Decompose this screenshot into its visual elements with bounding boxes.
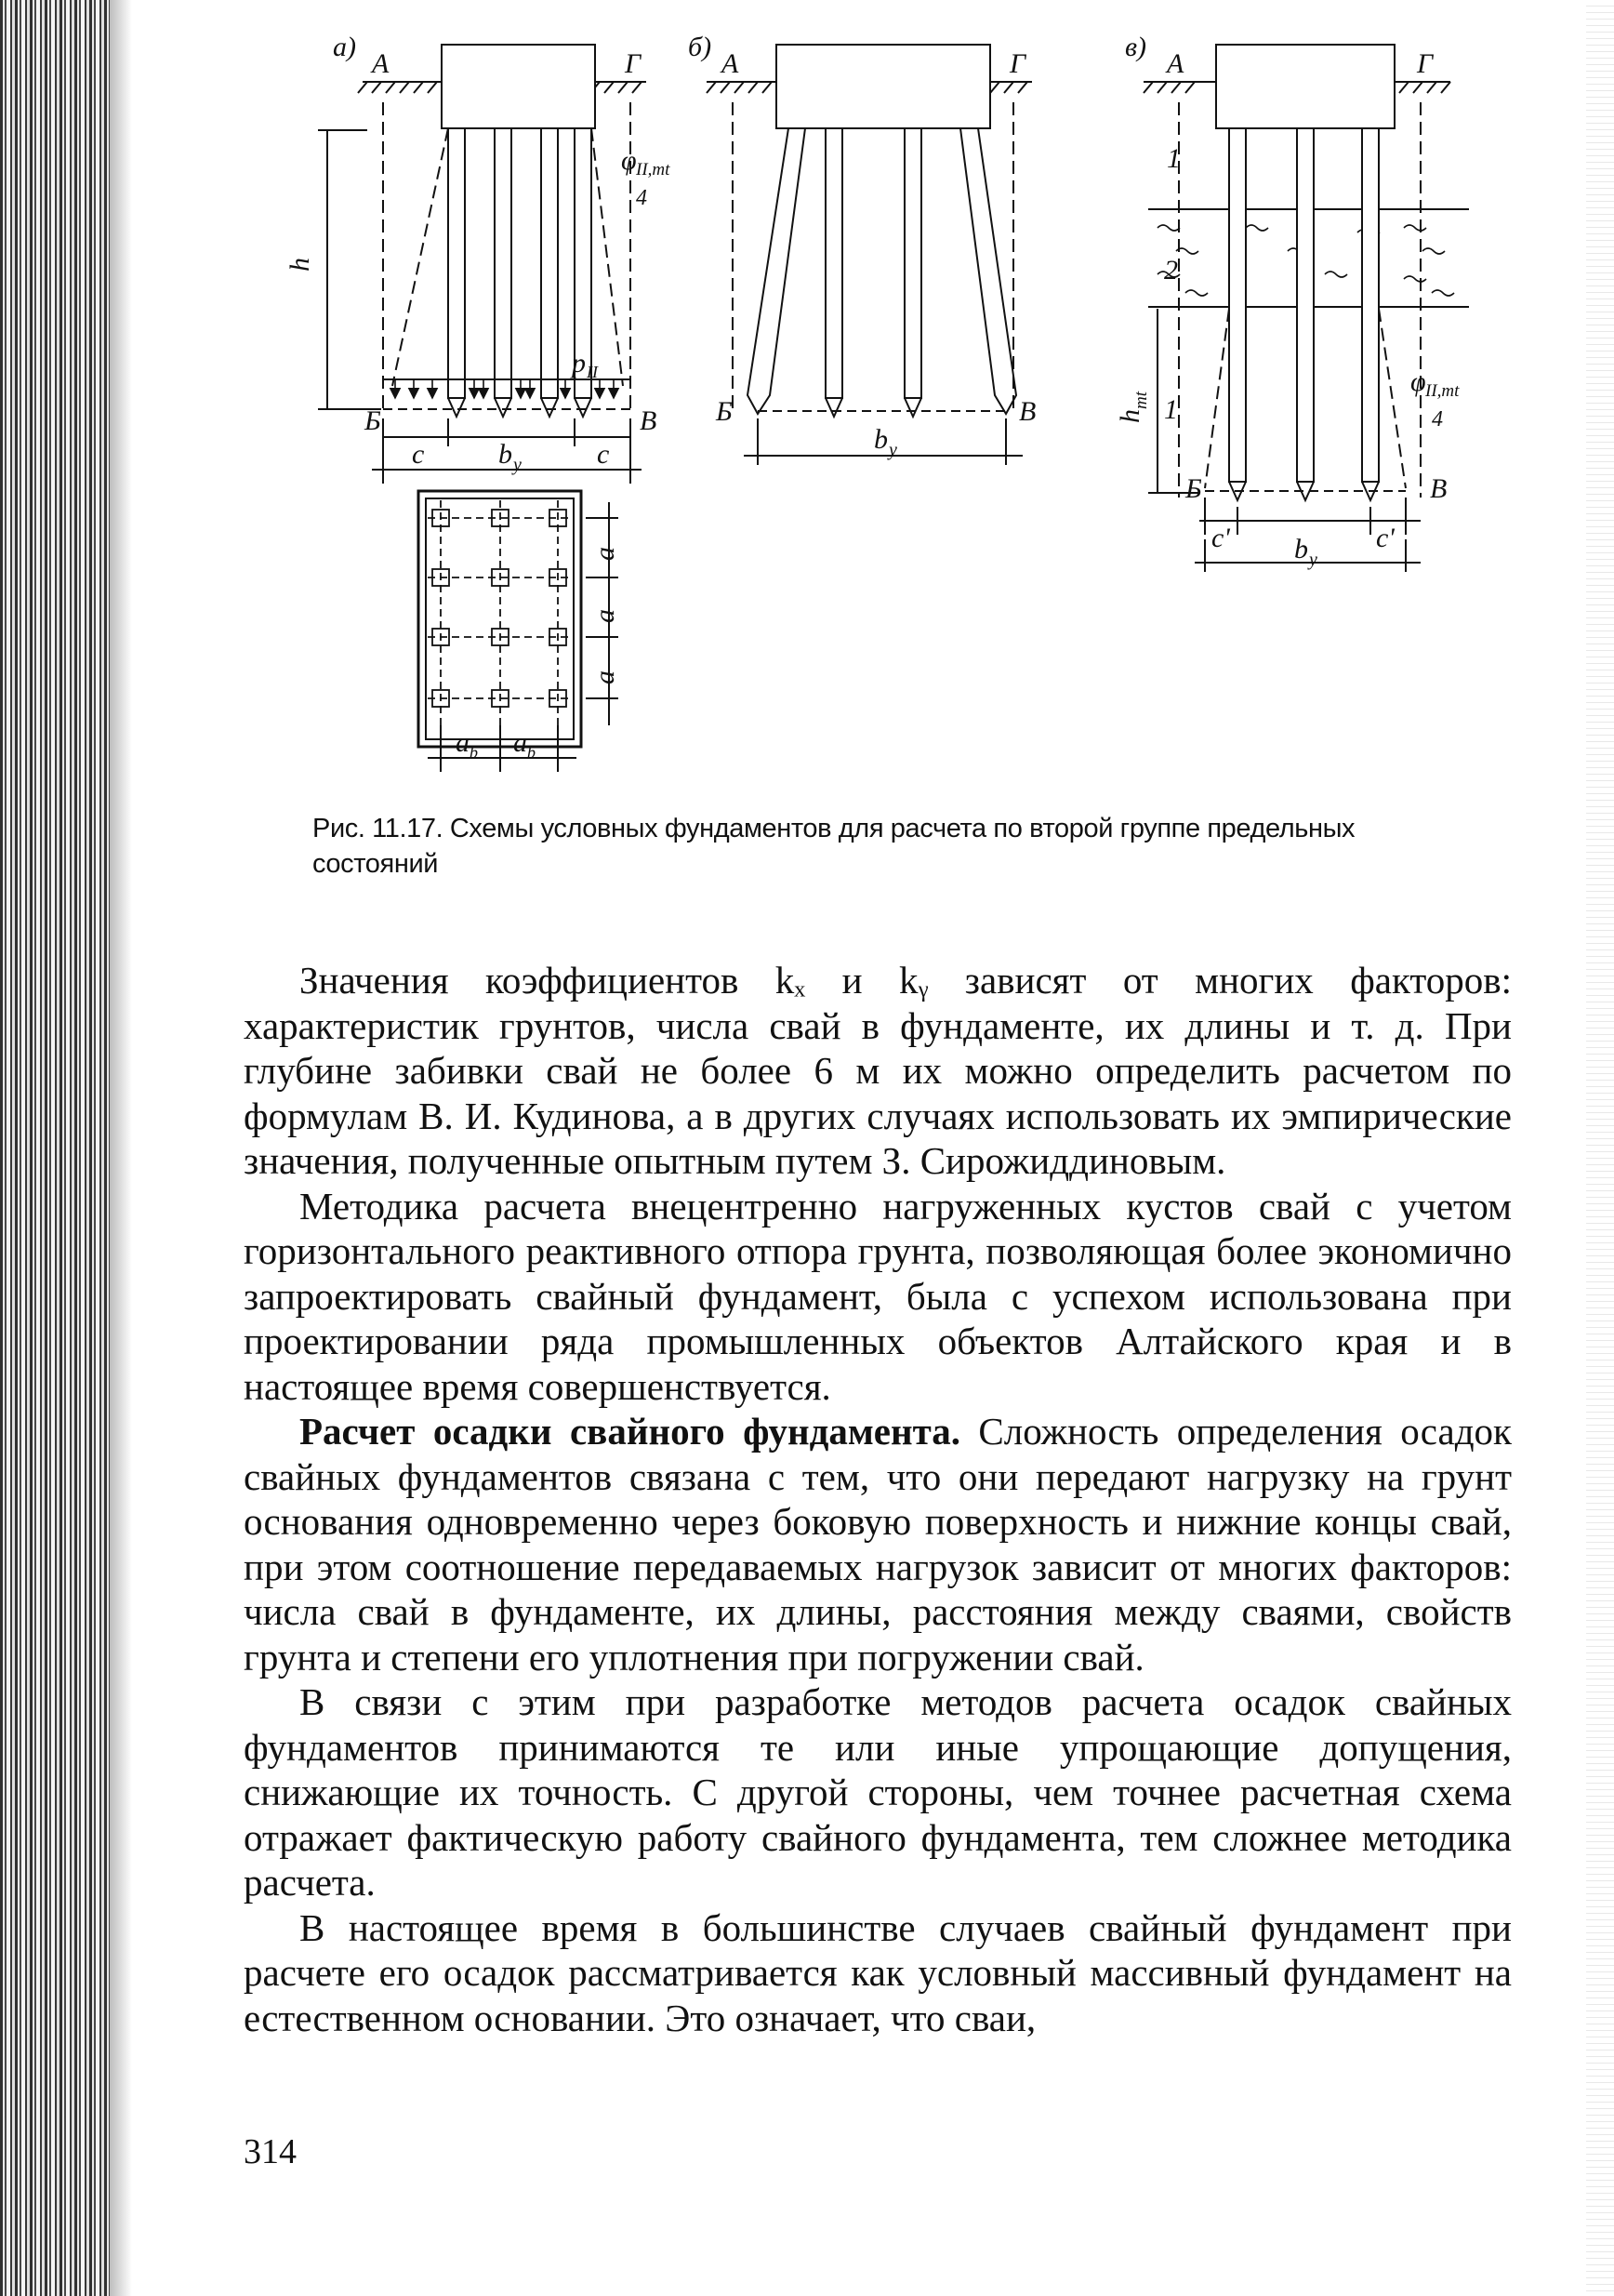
dim-al-1: a <box>589 547 620 561</box>
figure-caption: Рис. 11.17. Схемы условных фундаментов для расчета по второй группе предельных состояний <box>312 814 1356 879</box>
label-a-G: Г <box>625 48 642 79</box>
label-b-G: Г <box>1010 48 1026 79</box>
dim-hmt-sub: mt <box>1131 392 1151 409</box>
dim-by-c: b <box>1294 534 1308 564</box>
dim-c-left: c <box>412 439 425 470</box>
section-heading-settlement: Расчет осадки свайного фундамента. <box>299 1410 960 1453</box>
layer-1-top: 1 <box>1167 143 1181 174</box>
dim-ab-2: a <box>513 727 527 758</box>
phi-c-sub: II,mt <box>1425 381 1460 401</box>
label-c-B: Б <box>1185 473 1202 504</box>
paragraph-2: Методика расчета внецентренно нагруженных кустов свай с учетом горизонтального реактивного отпора грунта, позволяющая более экономично запроектировать свайный фундамент, была с успехом использована при проектировании ряда промышленных объектов Алтайского края и в настоящее время совершенствуется. <box>244 1184 1512 1408</box>
gutter-shade <box>110 0 132 2296</box>
page-edge <box>1586 0 1614 2296</box>
dim-ab-1: a <box>456 727 470 758</box>
label-c-A: А <box>1167 48 1184 79</box>
label-b-A: А <box>721 48 739 79</box>
figure-11-17 <box>279 19 1488 781</box>
paragraph-1: Значения коэффициентов kₓ и kᵧ зависят от многих факторов: характеристик грунтов, числа свай в фундаменте, их длины и т. д. При глубине забивки свай не более 6 м их можно определить расчетом по формулам В. И. Кудинова, а в других случаях использовать их эмпирические значения, полученные опытным путем З. Сирожиддиновым. <box>244 959 1512 1182</box>
dim-by-a-sub: y <box>513 455 522 475</box>
dim-by-c-sub: y <box>1309 550 1317 570</box>
page-number: 314 <box>244 2132 297 2171</box>
dim-by-b-sub: y <box>889 440 897 460</box>
dim-p2: p <box>572 348 586 378</box>
label-a-B: Б <box>364 405 381 436</box>
dim-al-3: a <box>589 670 620 684</box>
label-b-B: Б <box>716 396 733 427</box>
panel-label-b: б) <box>688 32 712 62</box>
panel-label-a: а) <box>333 32 356 62</box>
dim-ab-1-sub: b <box>470 743 478 762</box>
book-spine-shadow <box>0 0 110 2296</box>
phi-c: φ <box>1410 366 1426 397</box>
body-text <box>244 958 1512 2040</box>
label-a-V: В <box>640 405 657 436</box>
paragraph-3 <box>244 1409 1512 1679</box>
dim-ab-2-sub: b <box>527 743 536 762</box>
paragraph-5: В настоящее время в большинстве случаев свайный фундамент при расчете его осадок рассматривается как условный массивный фундамент на естественном основании. Это означает, что сваи, <box>244 1905 1512 2039</box>
phi-c-den: 4 <box>1432 407 1443 431</box>
dim-by-b: b <box>874 424 888 455</box>
dim-al-2: a <box>589 609 620 623</box>
layer-2: 2 <box>1164 255 1178 285</box>
label-b-V: В <box>1019 396 1037 427</box>
phi-a-sub: II,mt <box>636 160 670 179</box>
dim-p2-sub: II <box>587 363 598 381</box>
dim-hmt: h <box>1115 409 1145 423</box>
panel-b-drawing <box>707 45 1032 465</box>
dim-by-a: b <box>498 439 512 470</box>
panel-label-c: в) <box>1125 32 1147 62</box>
layer-1-bottom: 1 <box>1164 394 1178 425</box>
dim-c-prime-left: c' <box>1211 523 1230 553</box>
label-a-A: А <box>372 48 390 79</box>
paragraph-4: В связи с этим при разработке методов расчета осадок свайных фундаментов принимаются те или иные упрощающие допущения, снижающие их точность. С другой стороны, чем точнее расчетная схема отражает фактическую работу свайного фундамента, тем сложнее методика расчета. <box>244 1680 1512 1904</box>
paragraph-3-text: Сложность определения осадок свайных фундаментов связана с тем, что они передают нагрузку на грунт основания одновременно через боковую поверхность и нижние концы свай, при этом соотношение передаваемых нагрузок зависит от многих факторов: числа свай в фундаменте, их длины, расстояния между сваями, свойств грунта и степени его уплотнения при погружении свай. <box>244 1410 1512 1679</box>
label-c-G: Г <box>1417 48 1434 79</box>
phi-a: φ <box>621 145 637 176</box>
dim-h: h <box>284 258 315 272</box>
label-c-V: В <box>1430 473 1448 504</box>
dim-c-right: c <box>597 439 610 470</box>
dim-c-prime-right: c' <box>1376 523 1395 553</box>
foundation-schemes-drawing <box>279 19 1488 781</box>
phi-a-den: 4 <box>636 186 647 210</box>
